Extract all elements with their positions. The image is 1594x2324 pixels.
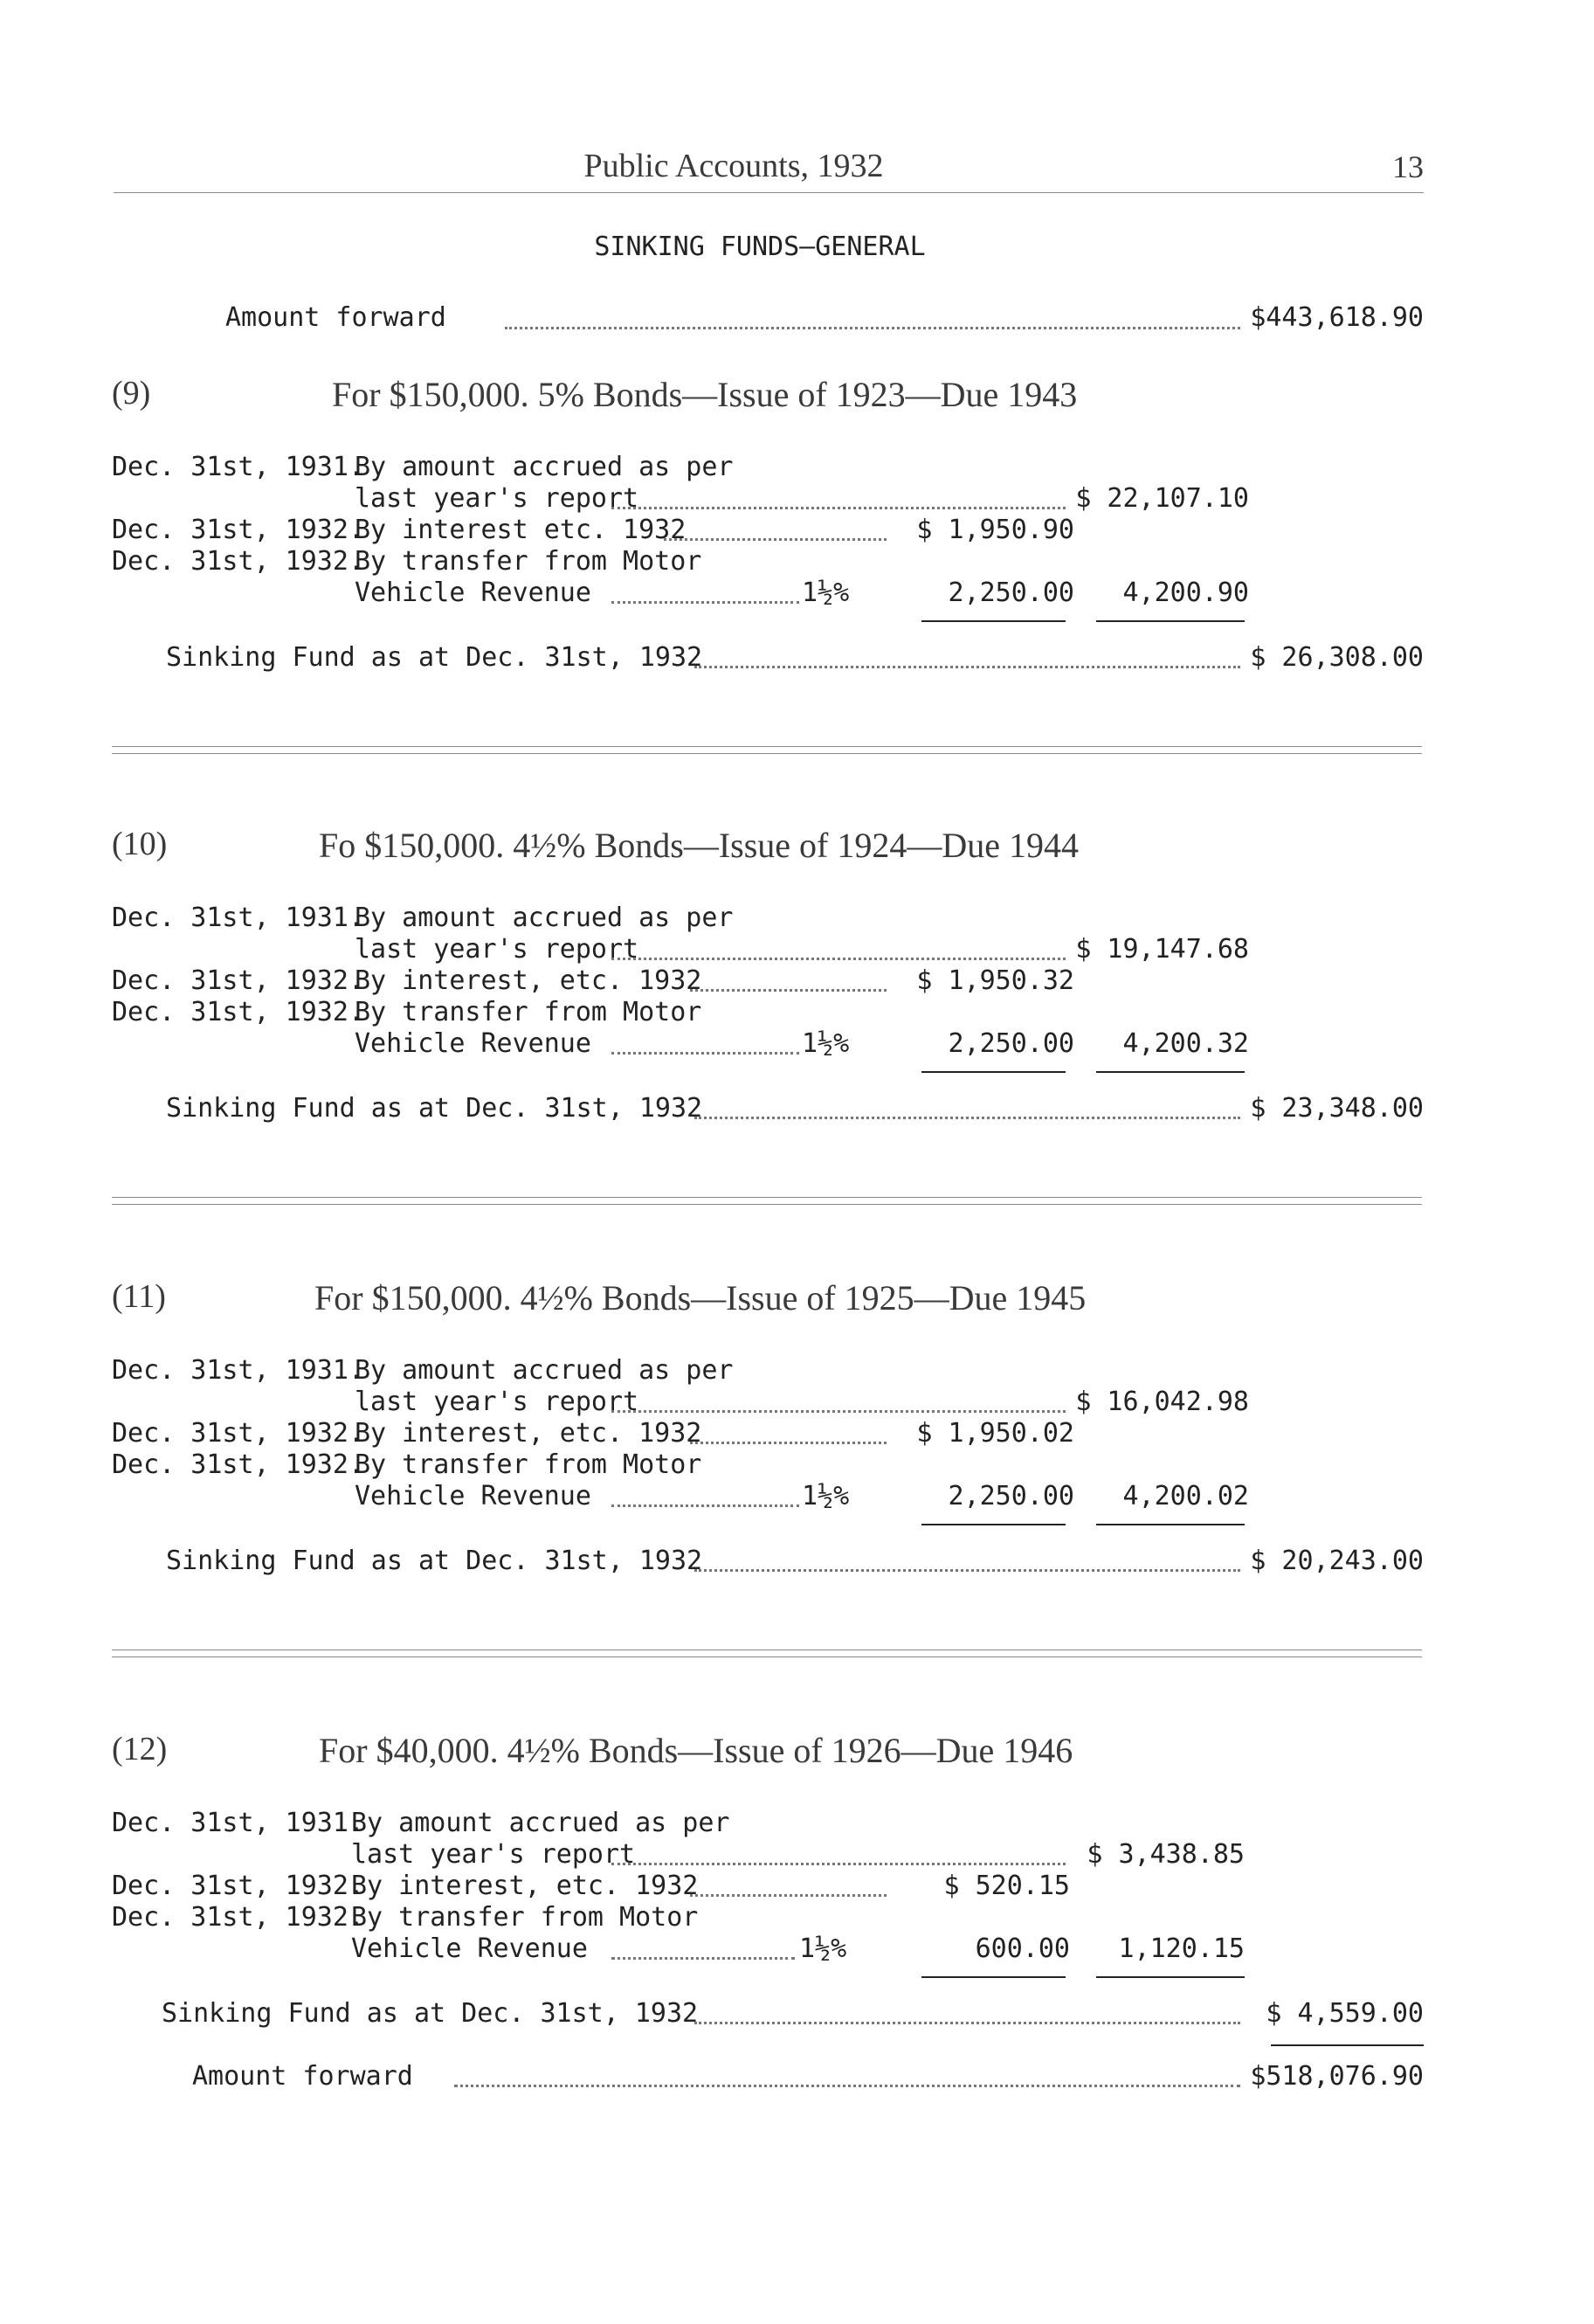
entry-amount: $ 22,107.10 [1075, 483, 1249, 514]
fund-total-amount: $ 23,348.00 [1250, 1093, 1424, 1124]
closing-amount: $518,076.90 [1250, 2061, 1424, 2092]
entry-description: By amount accrued as per [355, 452, 734, 482]
leader-dots [694, 1117, 1240, 1119]
entry-total: 4,200.90 [1122, 578, 1249, 608]
entry-total: 4,200.02 [1122, 1481, 1249, 1511]
entry-description: By interest, etc. 1932 [351, 1871, 699, 1901]
fund-number: (9) [112, 375, 151, 412]
fund-total-amount: $ 20,243.00 [1250, 1546, 1424, 1576]
leader-dots [690, 1442, 887, 1444]
entry-amount: $ 19,147.68 [1075, 934, 1249, 965]
opening-amount: $443,618.90 [1250, 302, 1424, 333]
section-divider [112, 1197, 1422, 1198]
running-head-title: Public Accounts, 1932 [583, 148, 884, 184]
header-rule [114, 192, 1424, 193]
entry-rate: 1½% [802, 1028, 850, 1059]
entry-date: Dec. 31st, 1931. [112, 903, 364, 933]
underline [1096, 1524, 1245, 1525]
entry-rate: 1½% [799, 1933, 847, 1964]
fund-number: (11) [112, 1278, 166, 1315]
entry-amount: 2,250.00 [948, 1481, 1074, 1511]
entry-amount: $ 520.15 [943, 1871, 1070, 1901]
entry-date: Dec. 31st, 1932. [112, 1449, 364, 1480]
entry-description: Vehicle Revenue [355, 578, 591, 608]
entry-description: Vehicle Revenue [355, 1481, 591, 1511]
entry-amount: 600.00 [975, 1933, 1070, 1964]
underline [1096, 1976, 1245, 1978]
entry-amount: $ 3,438.85 [1087, 1839, 1245, 1870]
leader-dots [454, 2085, 1240, 2087]
entry-description: last year's report [355, 1387, 639, 1417]
entry-date: Dec. 31st, 1931. [112, 452, 364, 482]
entry-description: By transfer from Motor [351, 1902, 699, 1933]
fund-title: Fo $150,000. 4½% Bonds—Issue of 1924—Due 1944 [319, 826, 1079, 865]
entry-description: last year's report [355, 483, 639, 514]
leader-dots [611, 958, 1066, 960]
fund-total-label: Sinking Fund as at Dec. 31st, 1932 [162, 1998, 699, 2029]
entry-date: Dec. 31st, 1932. [112, 546, 364, 577]
entry-description: last year's report [355, 934, 639, 965]
underline [921, 620, 1066, 622]
leader-dots [611, 1957, 795, 1960]
leader-dots [694, 2022, 1240, 2024]
underline [921, 1524, 1066, 1525]
leader-dots [690, 1894, 887, 1897]
entry-rate: 1½% [802, 578, 850, 608]
entry-description: By interest, etc. 1932 [355, 1418, 702, 1449]
entry-date: Dec. 31st, 1932. [112, 965, 364, 996]
entry-description: By interest etc. 1932 [355, 515, 687, 545]
closing-label: Amount forward [192, 2061, 413, 2092]
fund-total-label: Sinking Fund as at Dec. 31st, 1932 [166, 1546, 703, 1576]
entry-description: By transfer from Motor [355, 997, 702, 1027]
section-title: SINKING FUNDS—GENERAL [594, 232, 926, 262]
entry-rate: 1½% [802, 1481, 850, 1511]
underline [921, 1976, 1066, 1978]
entry-date: Dec. 31st, 1932. [112, 515, 364, 545]
total-rule [1271, 2044, 1424, 2046]
entry-amount: $ 1,950.90 [916, 515, 1074, 545]
entry-amount: $ 1,950.32 [916, 965, 1074, 996]
entry-amount: 2,250.00 [948, 578, 1074, 608]
leader-dots [694, 1569, 1240, 1572]
entry-description: By amount accrued as per [355, 1355, 734, 1386]
entry-total: 4,200.32 [1122, 1028, 1249, 1059]
entry-date: Dec. 31st, 1932. [112, 1418, 364, 1449]
leader-dots [690, 989, 887, 992]
fund-number: (12) [112, 1731, 168, 1767]
entry-date: Dec. 31st, 1932. [112, 997, 364, 1027]
section-divider [112, 746, 1422, 747]
section-divider [112, 1204, 1422, 1205]
leader-dots [611, 1410, 1066, 1413]
entry-date: Dec. 31st, 1932. [112, 1902, 364, 1933]
fund-title: For $150,000. 5% Bonds—Issue of 1923—Due 1943 [332, 375, 1078, 414]
fund-title: For $40,000. 4½% Bonds—Issue of 1926—Due 1946 [319, 1731, 1073, 1770]
entry-description: By interest, etc. 1932 [355, 965, 702, 996]
entry-description: By transfer from Motor [355, 1449, 702, 1480]
entry-date: Dec. 31st, 1932. [112, 1871, 364, 1901]
entry-date: Dec. 31st, 1931. [112, 1808, 364, 1838]
entry-description: By transfer from Motor [355, 546, 702, 577]
fund-total-amount: $ 4,559.00 [1266, 1998, 1424, 2029]
leader-dots [611, 1052, 799, 1055]
fund-number: (10) [112, 826, 168, 862]
entry-description: By amount accrued as per [355, 903, 734, 933]
page-number: 13 [1392, 149, 1424, 184]
underline [1096, 620, 1245, 622]
entry-description: By amount accrued as per [351, 1808, 730, 1838]
entry-description: last year's report [351, 1839, 636, 1870]
opening-label: Amount forward [225, 302, 446, 333]
entry-description: Vehicle Revenue [355, 1028, 591, 1059]
fund-title: For $150,000. 4½% Bonds—Issue of 1925—Due 1945 [314, 1278, 1087, 1318]
leader-dots [611, 1504, 799, 1507]
entry-description: Vehicle Revenue [351, 1933, 588, 1964]
underline [921, 1071, 1066, 1073]
underline [1096, 1071, 1245, 1073]
leader-dots [664, 538, 887, 541]
leader-dots [611, 507, 1066, 509]
leader-dots [611, 1863, 1066, 1865]
fund-total-amount: $ 26,308.00 [1250, 642, 1424, 673]
entry-date: Dec. 31st, 1931. [112, 1355, 364, 1386]
entry-amount: 2,250.00 [948, 1028, 1074, 1059]
fund-total-label: Sinking Fund as at Dec. 31st, 1932 [166, 642, 703, 673]
fund-total-label: Sinking Fund as at Dec. 31st, 1932 [166, 1093, 703, 1124]
leader-dots [694, 666, 1240, 668]
leader-dots [505, 327, 1240, 329]
entry-amount: $ 1,950.02 [916, 1418, 1074, 1449]
section-divider [112, 753, 1422, 754]
leader-dots [611, 601, 799, 604]
entry-amount: $ 16,042.98 [1075, 1387, 1249, 1417]
entry-total: 1,120.15 [1118, 1933, 1245, 1964]
